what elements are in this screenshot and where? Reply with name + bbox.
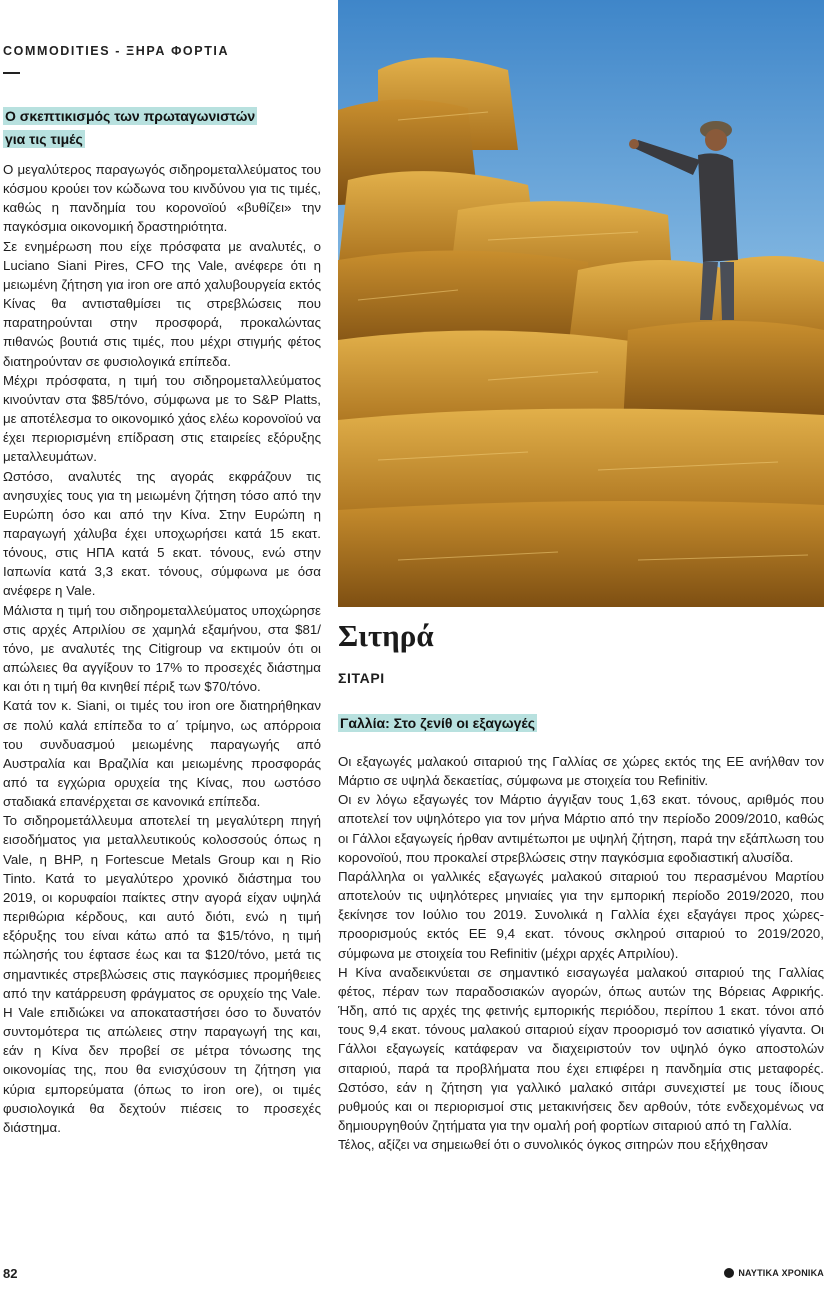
hay-bales-photo [338,0,824,607]
left-article-body [3,160,321,1137]
right-headline [338,713,537,733]
right-paragraph: Η Κίνα αναδεικνύεται σε σημαντικό εισαγωγέα μαλακού σιταριού της Γαλλίας φέτος, πέραν των παραδοσιακών αγορών, όπως αυτών της Βόρειας Αφρικής. Ήδη, από τις αρχές της φετινής εμπορικής περιόδου, περίπου 1 εκατ. τόνοι από τους 9,4 εκατ. τόνους μαλακού σιταριού είχαν προορισμό τον ασιατικό γίγαντα. Οι Γάλλοι εξαγωγείς κατάφεραν να διαχειριστούν τον υψηλό όγκο αποστολών σιταριού, παρά τα προβλήματα που έχει επιφέρει η πανδημία στις μεταφορές. Ωστόσο, εάν η ζήτηση για γαλλικό μαλακό σιτάρι συνεχιστεί με τους ίδιους ρυθμούς και οι περιορισμοί στις μετακινήσεις δεν αρθούν, τότε ενδεχομένως να δημιουργηθούν ζητήματα για την ομαλή ροή φορτίων σιταριού από τη Γαλλία. [338,964,824,1133]
left-paragraph: Μέχρι πρόσφατα, η τιμή του σιδηρομεταλλεύματος κινούνταν στα $85/τόνο, σύμφωνα με το S&P Platts, με αποτέλεσμα το οικονομικό χάος ελέω κορονοϊού να έχει περιορισμένη επίδραση στις εταιρείες εξόρυξης μεταλλευμάτων. [3,372,321,465]
left-headline-text: Ο σκεπτικισμός των πρωταγωνιστών για τις τιμές [5,108,256,147]
right-paragraph: Οι εν λόγω εξαγωγές τον Μάρτιο άγγιξαν τους 1,63 εκατ. τόνους, αριθμός που αποτελεί τον υψηλότερο για τον μήνα Μάρτιο από την περίοδο 2009/2010, καθώς οι Γάλλοι εξαγωγείς ήρθαν αντιμέτωποι με υψηλή ζήτηση, παρά την εξάπλωση του κορονοϊού, που προκαλεί στρεβλώσεις στην παγκόσμια εφοδιαστική αλυσίδα. [338,792,824,865]
left-headline [3,105,273,151]
right-section-title: Σιτηρά [338,618,434,653]
publication-brand [724,1268,824,1278]
left-paragraph: Το σιδηρομετάλλευμα αποτελεί τη μεγαλύτερη πηγή εισοδήματος για μεταλλευτικούς κολοσσούς όπως η Vale, η BHP, η Fortescue Metals Group και η Rio Tinto. Κατά το μεγαλύτερο χρονικό διάστημα του 2019, οι κορυφαίοι παίκτες στην αγορά είχαν υψηλά περιθώρια κέρδους, και αυτό διότι, ενώ η τιμή εξόρυξης του είναι κάτω από τα $15/τόνο, η τιμή πώλησής του έφτασε έως και τα $120/τόνο, μετά τις σημαντικές στρεβλώσεις στις παγκόσμιες προμήθειες από την κατάρρευση φράγματος σε ορυχείο της Vale. Η Vale επιδιώκει να αποκαταστήσει όσο το δυνατόν συντομότερα τις απώλειες στην παραγωγή της και, εάν η Κίνα δεν προβεί σε μέτρα τόνωσης της οικονομίας της, που θα ενισχύσουν τη ζήτηση για κύρια εμπορεύματα (όπως το iron ore), οι τιμές φυσιολογικά θα δεχτούν πιέσεις το προσεχές διάστημα. [3,813,321,1135]
right-article-body [338,752,824,1154]
left-paragraph: Μάλιστα η τιμή του σιδηρομεταλλεύματος υποχώρησε στις αρχές Απριλίου σε χαμηλά εξαμήνου, στα $81/τόνο, με αναλυτές της Citigroup να εκτιμούν ότι οι απώλειες θα αγγίξουν το 17% το προσεχές διάστημα και ότι η τιμή θα κινηθεί πέριξ των $70/τόνο. [3,602,321,695]
left-paragraph: Κατά τον κ. Siani, οι τιμές του iron ore διατηρήθηκαν σε πολύ καλά επίπεδα το α΄ τρίμηνο, ως απόρροια του συνδυασμού μειωμένης παραγωγής από Αυστραλία και Βραζιλία και μειωμένης προσφοράς από τα εγχώρια ορυχεία της Κίνας, που ωστόσο σταδιακά επανέρχεται σε κανονικά επίπεδα. [3,698,321,810]
section-rule [3,72,20,74]
section-label: COMMODITIES - ΞΗΡΑ ΦΟΡΤΙΑ [3,44,230,58]
right-headline-text: Γαλλία: Στο ζενίθ οι εξαγωγές [340,715,535,731]
left-paragraph: Ο μεγαλύτερος παραγωγός σιδηρομεταλλεύματος του κόσμου κρούει τον κώδωνα του κινδύνου για τις τιμές, καθώς η πανδημία του κορονοϊού «βυθίζει» την παγκόσμια οικονομική δραστηριότητα. [3,162,321,235]
right-paragraph: Τέλος, αξίζει να σημειωθεί ότι ο συνολικός όγκος σιτηρών που εξήχθησαν [338,1137,768,1153]
right-paragraph: Οι εξαγωγές μαλακού σιταριού της Γαλλίας σε χώρες εκτός της ΕΕ ανήλθαν τον Μάρτιο σε υψηλά δεκαετίας, σύμφωνα με στοιχεία του Refinitiv. [338,754,824,789]
right-paragraph: Παράλληλα οι γαλλικές εξαγωγές μαλακού σιταριού του περασμένου Μαρτίου αποτελούν τις υψηλότερες μηνιαίες για την εμπορική περίοδο 2019/2020, που ξεκίνησε τον Ιούλιο του 2019. Συνολικά η Γαλλία έχει εξαγάγει προς χώρες-προορισμούς εκτός ΕΕ 9,4 εκατ. τόνους σκληρού σιταριού το 2019/2020, σύμφωνα με στοιχεία του Refinitiv (μέχρι αρχές Απριλίου). [338,868,824,961]
left-paragraph: Ωστόσο, αναλυτές της αγοράς εκφράζουν τις ανησυχίες τους για τη μειωμένη ζήτηση τόσο από την Ευρώπη όσο και από την Κίνα. Στην Ευρώπη η παραγωγή χάλυβα έχει υποχωρήσει κατά 15 εκατ. τόνους, στις ΗΠΑ κατά 5 εκατ. τόνους, ενώ στην Ιαπωνία κατά 3,3 εκατ. τόνους, σύμφωνα με όσα ανέφερε η Vale. [3,468,321,599]
left-paragraph: Σε ενημέρωση που είχε πρόσφατα με αναλυτές, ο Luciano Siani Pires, CFO της Vale, ανέφερε ότι η μειωμένη ζήτηση για iron ore από χαλυβουργεία εκτός Κίνας θα αντισταθμίσει τις στρεβλώσεις που παρατηρούνται στην προσφορά, προκαλώντας πιθανώς βουτιά στις τιμές, που μέχρι στιγμής φέτος διατηρούνταν σε φυσιολογικά επίπεδα. [3,238,321,369]
brand-logo-icon [724,1268,734,1278]
page-number: 82 [3,1266,18,1281]
right-subtitle: ΣΙΤΑΡΙ [338,670,385,686]
brand-name: ΝΑΥΤΙΚΑ ΧΡΟΝΙΚΑ [738,1268,824,1278]
